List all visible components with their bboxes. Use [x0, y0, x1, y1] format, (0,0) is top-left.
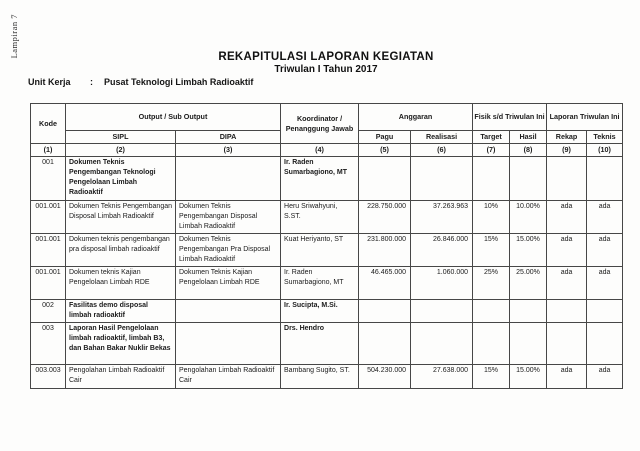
cell-realisasi [411, 300, 473, 323]
cell-hasil [510, 323, 547, 365]
header-realisasi: Realisasi [411, 131, 473, 144]
cell-hasil [510, 300, 547, 323]
cell-sipl: Fasilitas demo disposal limbah radioaktif [66, 300, 176, 323]
cell-sipl: Dokumen Teknis Pengembangan Teknologi Pengelolaan Limbah Radioaktif [66, 157, 176, 201]
cell-target: 25% [473, 267, 510, 300]
cell-rekap: ada [547, 234, 587, 267]
report-title [12, 51, 640, 75]
cell-hasil: 25.00% [510, 267, 547, 300]
cell-rekap [547, 300, 587, 323]
attachment-side-label: Lampiran 7 [9, 14, 19, 59]
cell-realisasi: 37.263.963 [411, 201, 473, 234]
cell-pagu: 46.465.000 [359, 267, 411, 300]
activity-report-table [30, 103, 623, 389]
unit-kerja-value: Pusat Teknologi Limbah Radioaktif [104, 77, 254, 87]
cell-koordinator: Drs. Hendro [281, 323, 359, 365]
table-row [31, 201, 623, 234]
unit-kerja-label: Unit Kerja [28, 77, 71, 87]
cell-target: 15% [473, 234, 510, 267]
cell-dipa: Dokumen Teknis Kajian Pengelolaan Limbah RDE [176, 267, 281, 300]
unit-kerja-separator: : [90, 77, 93, 87]
header-pagu: Pagu [359, 131, 411, 144]
header-koordinator: Koordinator / Penanggung Jawab [281, 104, 359, 144]
cell-kode: 001.001 [31, 201, 66, 234]
cell-kode: 002 [31, 300, 66, 323]
cell-teknis: ada [587, 201, 623, 234]
cell-koordinator: Ir. Raden Sumarbagiono, MT [281, 267, 359, 300]
cell-dipa: Dokumen Teknis Pengembangan Pra Disposal Limbah Radioaktif [176, 234, 281, 267]
colnum-4: (4) [281, 144, 359, 157]
table-row [31, 267, 623, 300]
cell-teknis [587, 157, 623, 201]
cell-koordinator: Ir. Raden Sumarbagiono, MT [281, 157, 359, 201]
table-row [31, 365, 623, 389]
cell-rekap: ada [547, 267, 587, 300]
colnum-9: (9) [547, 144, 587, 157]
cell-target: 15% [473, 365, 510, 389]
cell-kode: 003 [31, 323, 66, 365]
colnum-10: (10) [587, 144, 623, 157]
cell-rekap: ada [547, 201, 587, 234]
header-target: Target [473, 131, 510, 144]
cell-realisasi: 27.638.000 [411, 365, 473, 389]
cell-sipl: Laporan Hasil Pengelolaan limbah radioaktif, limbah B3, dan Bahan Bakar Nuklir Bekas [66, 323, 176, 365]
header-hasil: Hasil [510, 131, 547, 144]
colnum-3: (3) [176, 144, 281, 157]
cell-dipa [176, 300, 281, 323]
table-row [31, 300, 623, 323]
cell-dipa [176, 157, 281, 201]
unit-kerja-line [28, 77, 253, 87]
cell-rekap: ada [547, 365, 587, 389]
cell-koordinator: Kuat Heriyanto, ST [281, 234, 359, 267]
cell-kode: 003.003 [31, 365, 66, 389]
cell-dipa: Pengolahan Limbah Radioaktif Cair [176, 365, 281, 389]
cell-dipa: Dokumen Teknis Pengembangan Disposal Limbah Radioaktif [176, 201, 281, 234]
cell-koordinator: Ir. Sucipta, M.Si. [281, 300, 359, 323]
report-title-line1: REKAPITULASI LAPORAN KEGIATAN [218, 51, 434, 63]
table-row [31, 157, 623, 201]
cell-kode: 001.001 [31, 234, 66, 267]
cell-sipl: Dokumen teknis Kajian Pengelolaan Limbah RDE [66, 267, 176, 300]
table-row [31, 323, 623, 365]
cell-pagu [359, 300, 411, 323]
header-fisik: Fisik s/d Triwulan Ini [473, 104, 547, 131]
colnum-1: (1) [31, 144, 66, 157]
cell-teknis: ada [587, 267, 623, 300]
colnum-2: (2) [66, 144, 176, 157]
header-rekap: Rekap [547, 131, 587, 144]
cell-hasil [510, 157, 547, 201]
cell-hasil: 15.00% [510, 365, 547, 389]
cell-target [473, 323, 510, 365]
cell-pagu: 504.230.000 [359, 365, 411, 389]
header-teknis: Teknis [587, 131, 623, 144]
cell-realisasi: 26.846.000 [411, 234, 473, 267]
cell-rekap [547, 157, 587, 201]
cell-realisasi [411, 323, 473, 365]
cell-pagu [359, 157, 411, 201]
cell-pagu: 228.750.000 [359, 201, 411, 234]
cell-dipa [176, 323, 281, 365]
header-output-sub-output: Output / Sub Output [66, 104, 281, 131]
report-title-line2: Triwulan I Tahun 2017 [274, 64, 378, 75]
cell-kode: 001.001 [31, 267, 66, 300]
cell-pagu [359, 323, 411, 365]
cell-koordinator: Heru Sriwahyuni, S.ST. [281, 201, 359, 234]
cell-hasil: 10.00% [510, 201, 547, 234]
cell-teknis: ada [587, 365, 623, 389]
cell-realisasi: 1.060.000 [411, 267, 473, 300]
cell-koordinator: Bambang Sugito, ST. [281, 365, 359, 389]
table-header [31, 104, 623, 157]
cell-pagu: 231.800.000 [359, 234, 411, 267]
colnum-5: (5) [359, 144, 411, 157]
cell-teknis: ada [587, 234, 623, 267]
cell-hasil: 15.00% [510, 234, 547, 267]
report-table-body [31, 157, 623, 389]
cell-target: 10% [473, 201, 510, 234]
cell-sipl: Dokumen Teknis Pengembangan Disposal Limbah Radioaktif [66, 201, 176, 234]
header-dipa: DIPA [176, 131, 281, 144]
colnum-8: (8) [510, 144, 547, 157]
cell-kode: 001 [31, 157, 66, 201]
header-kode: Kode [31, 104, 66, 144]
cell-sipl: Dokumen teknis pengembangan pra disposal limbah radioaktif [66, 234, 176, 267]
header-laporan: Laporan Triwulan Ini [547, 104, 623, 131]
cell-rekap [547, 323, 587, 365]
cell-teknis [587, 323, 623, 365]
header-anggaran: Anggaran [359, 104, 473, 131]
cell-sipl: Pengolahan Limbah Radioaktif Cair [66, 365, 176, 389]
cell-teknis [587, 300, 623, 323]
colnum-6: (6) [411, 144, 473, 157]
table-row [31, 234, 623, 267]
cell-target [473, 300, 510, 323]
header-sipl: SIPL [66, 131, 176, 144]
cell-realisasi [411, 157, 473, 201]
colnum-7: (7) [473, 144, 510, 157]
cell-target [473, 157, 510, 201]
